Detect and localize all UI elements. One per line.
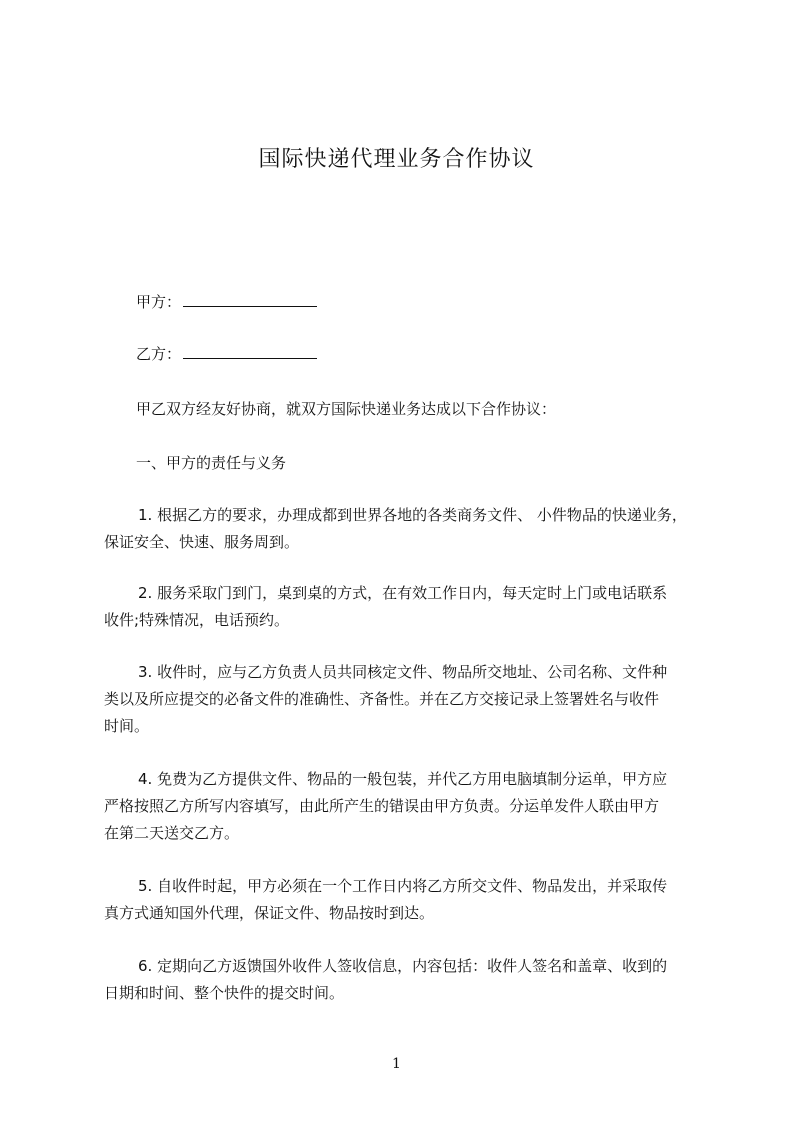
clause-line: 类以及所应提交的必备文件的准确性、齐备性。并在乙方交接记录上签署姓名与收件 bbox=[104, 690, 660, 708]
clause-line: 保证安全、快速、服务周到。 bbox=[104, 533, 300, 551]
page-number: 1 bbox=[392, 1056, 401, 1072]
clause-line: 在第二天送交乙方。 bbox=[104, 824, 240, 842]
clause-line: 收件;特殊情况，电话预约。 bbox=[104, 611, 290, 629]
clause-line: 6. 定期向乙方返馈国外收件人签收信息，内容包括：收件人签名和盖章、收到的 bbox=[138, 957, 668, 975]
party-a-blank bbox=[183, 292, 317, 307]
clause-line: 真方式通知国外代理，保证文件、物品按时到达。 bbox=[104, 904, 435, 922]
clause-line: 时间。 bbox=[104, 717, 150, 735]
clause-line: 4. 免费为乙方提供文件、物品的一般包装，并代乙方用电脑填制分运单，甲方应 bbox=[138, 770, 668, 788]
party-b-label: 乙方： bbox=[136, 345, 182, 363]
clause-line: 日期和时间、整个快件的提交时间。 bbox=[104, 984, 345, 1002]
clause-line: 1. 根据乙方的要求，办理成都到世界各地的各类商务文件、 小件物品的快递业务， bbox=[138, 506, 687, 524]
section-heading: 一、甲方的责任与义务 bbox=[136, 454, 287, 472]
document-title: 国际快递代理业务合作协议 bbox=[258, 147, 535, 172]
clause-item bbox=[104, 580, 710, 634]
clause-item bbox=[104, 766, 710, 847]
party-a-label: 甲方： bbox=[136, 293, 182, 311]
clause-line: 2. 服务采取门到门，桌到桌的方式，在有效工作日内，每天定时上门或电话联系 bbox=[138, 584, 668, 602]
clause-line: 3. 收件时，应与乙方负责人员共同核定文件、物品所交地址、公司名称、文件种 bbox=[138, 663, 668, 681]
clause-item bbox=[104, 502, 710, 556]
party-b-blank bbox=[183, 344, 317, 359]
clause-item bbox=[104, 953, 710, 1007]
clause-line: 5. 自收件时起，甲方必须在一个工作日内将乙方所交文件、物品发出，并采取传 bbox=[138, 877, 668, 895]
party-a-line bbox=[136, 291, 317, 313]
intro-text: 甲乙双方经友好协商，就双方国际快递业务达成以下合作协议： bbox=[136, 400, 557, 418]
clause-item bbox=[104, 659, 710, 740]
clause-line: 严格按照乙方所写内容填写，由此所产生的错误由甲方负责。分运单发件人联由甲方 bbox=[104, 797, 660, 815]
clause-item bbox=[104, 873, 710, 927]
party-b-line bbox=[136, 343, 317, 365]
